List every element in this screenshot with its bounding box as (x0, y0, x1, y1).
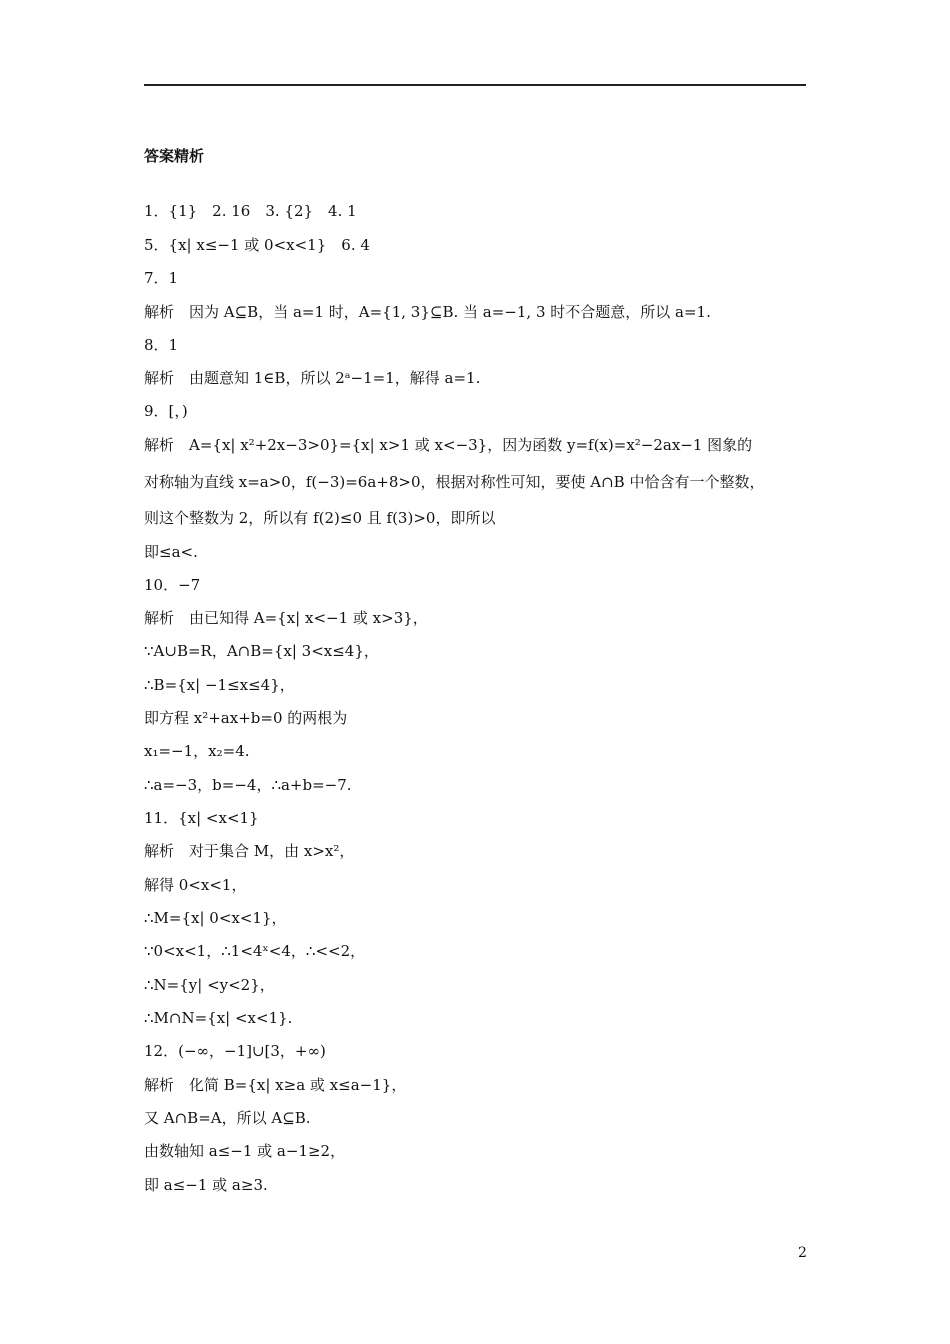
analysis-line: x₁=−1，x₂=4. (144, 742, 250, 760)
answer-line: 12．(−∞，−1]∪[3，+∞) (144, 1042, 326, 1060)
answer-line: 11．{x| <x<1} (144, 809, 259, 827)
analysis-line: ∵0<x<1，∴1<4ˣ<4，∴<<2， (144, 942, 366, 960)
analysis-line: 解析 化简 B={x| x≥a 或 x≤a−1}， (144, 1076, 407, 1094)
analysis-line: 由数轴知 a≤−1 或 a−1≥2， (144, 1142, 346, 1160)
answer-line: 7．1 (144, 269, 179, 287)
section-heading: 答案精析 (144, 147, 205, 165)
analysis-line: ∴M={x| 0<x<1}， (144, 909, 287, 927)
answer-line: 9．[，) (144, 402, 188, 420)
page-number: 2 (798, 1245, 807, 1261)
analysis-line: ∴a=−3，b=−4，∴a+b=−7. (144, 776, 352, 794)
answer-line: 8．1 (144, 336, 179, 354)
answer-line: 10．−7 (144, 576, 201, 594)
analysis-line: ∵A∪B=R，A∩B={x| 3<x≤4}， (144, 642, 379, 660)
analysis-line: 解析 由已知得 A={x| x<−1 或 x>3}， (144, 609, 428, 627)
analysis-line: 即 a≤−1 或 a≥3. (144, 1176, 268, 1194)
analysis-line: ∴B={x| −1≤x≤4}， (144, 676, 295, 694)
analysis-line: 解析 对于集合 M，由 x>x²， (144, 842, 355, 860)
analysis-line: 则这个整数为 2，所以有 f(2)≤0 且 f(3)>0，即所以 (144, 509, 496, 527)
header-rule (144, 84, 806, 86)
analysis-line: 解得 0<x<1， (144, 876, 247, 894)
answer-line: 5．{x| x≤−1 或 0<x<1} 6. 4 (144, 236, 370, 254)
analysis-line: ∴N={y| <y<2}， (144, 976, 275, 994)
analysis-line: 解析 A={x| x²+2x−3>0}={x| x>1 或 x<−3}，因为函数 y=f(x)=x²−2ax−1 图象的 (144, 436, 753, 454)
analysis-line: 又 A∩B=A，所以 A⊆B. (144, 1109, 311, 1127)
analysis-line: 解析 因为 A⊆B，当 a=1 时，A={1, 3}⊆B. 当 a=−1, 3 时不合题意，所以 a=1. (144, 303, 711, 321)
analysis-line: 即方程 x²+ax+b=0 的两根为 (144, 709, 348, 727)
analysis-line: 解析 由题意知 1∈B，所以 2ᵃ−1=1，解得 a=1. (144, 369, 481, 387)
answer-line: 1．{1} 2. 16 3. {2} 4. 1 (144, 202, 357, 220)
analysis-line: 即≤a<. (144, 543, 198, 561)
analysis-line: 对称轴为直线 x=a>0，f(−3)=6a+8>0，根据对称性可知，要使 A∩B 中恰含有一个整数， (144, 473, 765, 491)
analysis-line: ∴M∩N={x| <x<1}. (144, 1009, 293, 1027)
